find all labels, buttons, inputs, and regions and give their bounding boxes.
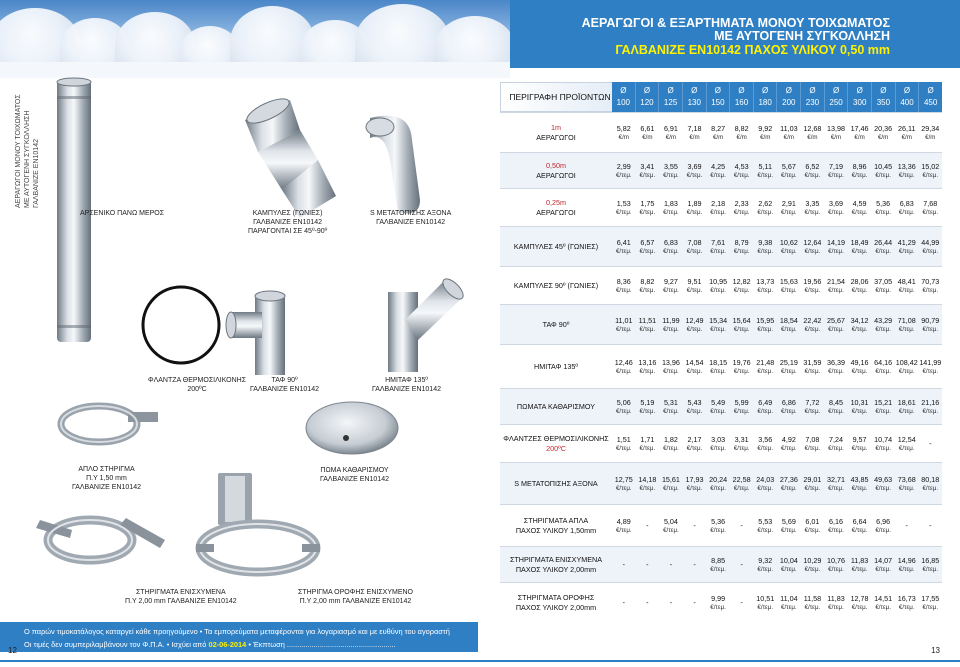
price-cell: 3,31 €/τεμ. [733,434,750,452]
price-cell: 3,55 €/τεμ. [663,161,679,179]
price-cell: 3,41 €/τεμ. [639,161,656,179]
table-row [500,152,942,188]
price-cell: 10,76 €/τεμ. [826,555,845,573]
price-cell: 9,92 €/m [758,123,773,141]
price-cell: - [622,598,625,607]
price-cell: 14,51 €/τεμ. [874,593,893,611]
price-cell: 108,42 €/τεμ. [895,357,918,375]
price-cell: 24,03 €/τεμ. [756,474,775,492]
price-cell: - [740,521,743,530]
price-cell: 10,31 €/τεμ. [850,397,869,415]
table-row [500,112,942,152]
price-cell: 5,99 €/τεμ. [733,397,750,415]
price-cell: 18,54 €/τεμ. [779,315,798,333]
price-cell: 8,96 €/τεμ. [851,161,868,179]
price-cell: 11,83 €/τεμ. [827,593,845,611]
price-cell: 9,32 €/τεμ. [757,555,774,573]
row-label: 1m ΑΕΡΑΓΩΓΟΙ [536,122,576,142]
footer-line-1: Ο παρών τιμοκατάλογος καταργεί κάθε προηγούμενο • Τα εμπορεύματα μεταφέρονται για λογαριασμό και με ευθύνη του αγοραστή [24,627,450,636]
price-cell: 7,72 €/τεμ. [804,397,821,415]
page-number-left: 12 [8,646,17,655]
price-cell: 32,71 €/τεμ. [826,474,845,492]
price-cell: 28,06 €/τεμ. [850,276,869,294]
price-cell: 10,45 €/τεμ. [874,161,893,179]
price-cell: 18,61 €/τεμ. [897,397,916,415]
table-row [500,188,942,226]
cleaning-cap-image [306,402,398,454]
price-cell: 10,62 €/τεμ. [779,237,798,255]
price-cell: 6,83 €/τεμ. [898,198,915,216]
diameter-col-130: Ø 130 [683,82,707,112]
price-cell: 10,74 €/τεμ. [874,434,893,452]
price-cell: 1,89 €/τεμ. [686,198,703,216]
price-cell: - [669,560,673,569]
price-cell: 1,83 €/τεμ. [663,198,679,216]
price-cell: 37,05 €/τεμ. [874,276,893,294]
price-cell: 11,04 €/τεμ. [780,593,798,611]
price-cell: 19,56 €/τεμ. [803,276,822,294]
row-label: ΣΤΗΡΙΓΜΑΤΑ ΕΝΙΣΧΥΜΕΝΑ ΠΑΧΟΣ ΥΛΙΚΟΥ 2,00mm [509,554,603,574]
price-cell: 10,29 €/τεμ. [803,555,822,573]
tee-90-image [226,291,285,375]
price-cell: 5,31 €/τεμ. [663,397,679,415]
price-cell: 29,01 €/τεμ. [803,474,822,492]
price-cell: - [646,598,649,607]
price-cell: 31,59 €/τεμ. [803,357,822,375]
table-row [500,226,942,266]
price-cell: 6,01 €/τεμ. [804,516,821,534]
price-cell: 12,75 €/τεμ. [614,474,633,492]
price-cell: 6,52 €/τεμ. [804,161,821,179]
price-cell: - [929,521,932,530]
price-cell: 11,58 €/τεμ. [803,593,822,611]
price-cell: 14,07 €/τεμ. [874,555,893,573]
price-cell: 9,57 €/τεμ. [851,434,868,452]
price-cell: 4,92 €/τεμ. [781,434,797,452]
diameter-col-250: Ø 250 [825,82,849,112]
price-cell: 15,34 €/τεμ. [709,315,728,333]
price-cell: 2,17 €/τεμ. [686,434,703,452]
price-cell: 5,67 €/τεμ. [781,161,797,179]
row-label: 0,50m ΑΕΡΑΓΩΓΟΙ [536,160,576,180]
price-cell: 2,99 €/τεμ. [615,161,632,179]
price-cell: 15,02 €/τεμ. [921,161,940,179]
price-cell: 3,35 €/τεμ. [804,198,821,216]
price-cell: 43,29 €/τεμ. [874,315,893,333]
diameter-col-300: Ø 300 [848,82,872,112]
price-cell: - [669,598,673,607]
row-label: ΣΤΗΡΙΓΜΑΤΑ ΑΠΛΑ ΠΑΧΟΣ ΥΛΙΚΟΥ 1,50mm [515,515,597,535]
price-cell: 22,58 €/τεμ. [732,474,751,492]
caption-flantza: ΦΛΑΝΤΖΑ ΘΕΡΜΟΣΙΛΙΚΟΝΗΣ 200ºC [148,377,247,393]
caption-hmitaf: ΗΜΙΤΑΦ 135º ΓΑΛΒΑΝΙΖΕ EN10142 [372,377,441,393]
price-cell: 12,82 €/τεμ. [732,276,751,294]
diameter-col-400: Ø 400 [896,82,920,112]
price-cell: 73,68 €/τεμ. [897,474,916,492]
price-cell: 16,73 €/τεμ. [897,593,916,611]
price-cell: 90,79 €/τεμ. [921,315,940,333]
price-cell: 6,57 €/τεμ. [639,237,656,255]
row-label: ΚΑΜΠΥΛΕΣ 90º (ΓΩΝΙΕΣ) [513,280,599,290]
price-cell: 20,36 €/m [874,123,893,141]
price-cell: 25,19 €/τεμ. [779,357,798,375]
price-cell: 14,19 €/τεμ. [826,237,845,255]
price-cell: 18,15 €/τεμ. [709,357,728,375]
price-cell: 2,62 €/τεμ. [757,198,774,216]
price-cell: 64,16 €/τεμ. [874,357,893,375]
price-cell: 2,91 €/τεμ. [781,198,797,216]
price-cell: 4,59 €/τεμ. [851,198,868,216]
diameter-col-350: Ø 350 [872,82,896,112]
price-cell: 5,11 €/τεμ. [757,161,774,179]
price-cell: 5,06 €/τεμ. [615,397,632,415]
simple-bracket-image [61,406,158,442]
price-cell: 6,41 €/τεμ. [615,237,632,255]
price-cell: 17,93 €/τεμ. [685,474,704,492]
diameter-col-180: Ø 180 [754,82,778,112]
table-row [500,266,942,304]
price-cell: - [693,598,696,607]
footer-line-2: Οι τιμές δεν συμπεριλαμβάνουν τον Φ.Π.Α. • Ισχύει από 02-06-2014 • Έκπτωση ..................................................... [24,640,396,649]
title-line-3: ΓΑΛΒΑΝΙΖΕ EN10142 ΠΑΧΟΣ ΥΛΙΚΟΥ 0,50 mm [615,43,890,57]
row-label: ΚΑΜΠΥΛΕΣ 45º (ΓΩΝΙΕΣ) [513,241,599,251]
validity-date: 02-06-2014 [208,640,247,649]
title-line-1: ΑΕΡΑΓΩΓΟΙ & ΕΞΑΡΤΗΜΑΤΑ ΜΟΝΟΥ ΤΟΙΧΩΜΑΤΟΣ [581,16,890,30]
diameter-col-100: Ø 100 [612,82,636,112]
price-cell: 5,82 €/m [616,123,631,141]
row-label: ΦΛΑΝΤΖΕΣ ΘΕΡΜΟΣΙΛΙΚΟΝΗΣ 200ºC [503,433,609,453]
price-cell: 16,85 €/τεμ. [921,555,940,573]
price-cell: 27,36 €/τεμ. [779,474,798,492]
caption-arseniko: ΑΡΣΕΝΙΚΟ ΠΑΝΩ ΜΕΡΟΣ [80,210,165,217]
price-cell: 141,99 €/τεμ. [919,357,942,375]
side-vertical-label: ΑΕΡΑΓΩΓΟΙ ΜΟΝΟΥ ΤΟΙΧΩΜΑΤΟΣ ΜΕ ΑΥΤΟΓΕΝΗ ΣΥΓΚΟΛΛΗΣΗ ΓΑΛΒΑΝΙΖΕ EN10142 [15,94,40,208]
price-cell: 13,98 €/m [826,123,845,141]
price-cell: 9,38 €/τεμ. [757,237,774,255]
price-cell: 4,89 €/τεμ. [615,516,632,534]
price-cell: 7,24 €/τεμ. [828,434,844,452]
price-cell: 12,46 €/τεμ. [614,357,633,375]
caption-taf: ΤΑΦ 90º ΓΑΛΒΑΝΙΖΕ EN10142 [250,377,319,393]
price-cell: 5,43 €/τεμ. [686,397,703,415]
diameter-col-150: Ø 150 [707,82,731,112]
price-cell: 26,44 €/τεμ. [874,237,893,255]
price-cell: 4,25 €/τεμ. [710,161,726,179]
row-label: ΤΑΦ 90º [542,319,570,329]
price-cell: 13,16 €/τεμ. [638,357,657,375]
price-cell: 5,53 €/τεμ. [757,516,774,534]
price-cell: 80,18 €/τεμ. [921,474,940,492]
price-cell: 5,36 €/τεμ. [875,198,891,216]
price-cell: 10,51 €/τεμ. [756,593,775,611]
price-cell: 17,46 €/m [850,123,869,141]
diameter-col-230: Ø 230 [801,82,825,112]
price-cell: 10,04 €/τεμ. [779,555,798,573]
price-cell: 1,53 €/τεμ. [615,198,632,216]
price-cell: 29,34 €/m [921,123,940,141]
price-cell: 36,39 €/τεμ. [826,357,845,375]
gasket-ring-image [143,287,219,363]
price-cell: 6,64 €/τεμ. [851,516,868,534]
price-cell: 15,63 €/τεμ. [779,276,798,294]
price-cell: 8,82 €/τεμ. [639,276,656,294]
price-cell: 11,83 €/τεμ. [850,555,869,573]
price-cell: 5,49 €/τεμ. [710,397,726,415]
price-cell: 21,48 €/τεμ. [756,357,775,375]
price-cell: 11,03 €/m [780,123,798,141]
price-cell: 12,54 €/τεμ. [897,434,916,452]
price-cell: 14,54 €/τεμ. [685,357,704,375]
caption-orofis: ΣΤΗΡΙΓΜΑ ΟΡΟΦΗΣ ΕΝΙΣΧΥΜΕΝΟ Π.Υ 2,00 mm ΓΑΛΒΑΝΙΖΕ EN10142 [298,589,413,605]
price-cell: 5,69 €/τεμ. [781,516,797,534]
row-label: 0,25m ΑΕΡΑΓΩΓΟΙ [536,197,576,217]
row-label: ΣΤΗΡΙΓΜΑΤΑ ΟΡΟΦΗΣ ΠΑΧΟΣ ΥΛΙΚΟΥ 2,00mm [515,592,597,612]
price-cell: 8,45 €/τεμ. [828,397,844,415]
title-line-2: ΜΕ ΑΥΤΟΓΕΝΗ ΣΥΓΚΟΛΛΗΣΗ [714,29,890,43]
price-cell: 1,82 €/τεμ. [663,434,679,452]
price-cell: - [693,521,696,530]
price-cell: 9,51 €/τεμ. [686,276,703,294]
caption-pwma: ΠΩΜΑ ΚΑΘΑΡΙΣΜΟΥ ΓΑΛΒΑΝΙΖΕ EN10142 [320,467,389,483]
price-cell: 9,27 €/τεμ. [663,276,679,294]
table-row [500,462,942,504]
price-cell: 13,73 €/τεμ. [756,276,775,294]
price-cell: 7,08 €/τεμ. [686,237,703,255]
price-cell: 10,95 €/τεμ. [709,276,728,294]
price-cell: 7,18 €/m [687,123,702,141]
price-cell: 6,61 €/m [640,123,655,141]
bottom-divider [0,660,960,662]
price-cell: 6,83 €/τεμ. [663,237,679,255]
price-cell: 20,24 €/τεμ. [709,474,728,492]
price-cell: 8,85 €/τεμ. [710,555,726,573]
page-number-right: 13 [931,646,940,655]
price-cell: 14,96 €/τεμ. [897,555,916,573]
price-cell: 22,42 €/τεμ. [803,315,822,333]
table-row [500,304,942,344]
price-cell: 25,67 €/τεμ. [826,315,845,333]
price-cell: 3,69 €/τεμ. [828,198,844,216]
price-cell: - [646,521,649,530]
price-cell: 12,68 €/m [803,123,822,141]
diameter-col-450: Ø 450 [923,86,938,107]
price-cell: 1,75 €/τεμ. [639,198,656,216]
price-cell: 2,33 €/τεμ. [733,198,750,216]
table-row [500,344,942,388]
price-cell: 2,18 €/τεμ. [710,198,726,216]
price-cell: - [622,560,625,569]
price-cell: 5,19 €/τεμ. [639,397,656,415]
price-cell: - [929,439,932,448]
price-cell: 70,73 €/τεμ. [921,276,940,294]
price-cell: 7,61 €/τεμ. [710,237,726,255]
price-cell: 8,79 €/τεμ. [733,237,750,255]
price-cell: 3,56 €/τεμ. [757,434,774,452]
price-cell: 18,49 €/τεμ. [850,237,869,255]
price-cell: 5,36 €/τεμ. [710,516,726,534]
price-cell: - [740,560,743,569]
price-cell: 8,36 €/τεμ. [615,276,632,294]
price-cell: 12,64 €/τεμ. [803,237,822,255]
reinforced-bracket-image [36,518,165,560]
table-row [500,546,942,582]
price-cell: 7,19 €/τεμ. [828,161,844,179]
price-cell: 7,08 €/τεμ. [804,434,821,452]
price-cell: 15,64 €/τεμ. [732,315,751,333]
price-cell: 11,01 €/τεμ. [615,315,633,333]
table-row [500,424,942,462]
table-row [500,504,942,546]
diameter-col-120: Ø 120 [636,82,660,112]
price-cell: 49,16 €/τεμ. [850,357,869,375]
price-cell: 15,95 €/τεμ. [756,315,775,333]
diameter-col-200: Ø 200 [777,82,801,112]
row-label: ΠΩΜΑΤΑ ΚΑΘΑΡΙΣΜΟΥ [516,401,596,411]
title-banner [510,0,960,68]
price-cell: 19,76 €/τεμ. [732,357,751,375]
row-label: S ΜΕΤΑΤΟΠΙΣΗΣ ΑΞΟΝΑ [514,478,598,488]
price-cell: 13,96 €/τεμ. [661,357,680,375]
price-cell: 6,96 €/τεμ. [875,516,891,534]
price-cell: 6,16 €/τεμ. [828,516,844,534]
price-cell: 6,49 €/τεμ. [757,397,774,415]
price-cell: 21,54 €/τεμ. [826,276,845,294]
caption-kampyles: ΚΑΜΠΥΛΕΣ (ΓΩΝΙΕΣ) ΓΑΛΒΑΝΙΖΕ EN10142 ΠΑΡΑΓΟΝΤΑΙ ΣΕ 45º-90º [248,210,328,235]
diameter-header-row [612,82,942,112]
price-cell: 41,29 €/τεμ. [897,237,916,255]
price-cell: 3,69 €/τεμ. [686,161,703,179]
price-cell: 13,36 €/τεμ. [897,161,916,179]
price-cell: - [646,560,649,569]
price-cell: - [693,560,696,569]
price-cell: - [905,521,908,530]
price-cell: 1,71 €/τεμ. [639,434,656,452]
caption-aplo: ΑΠΛΟ ΣΤΗΡΙΓΜΑ Π.Υ 1,50 mm ΓΑΛΒΑΝΙΖΕ EN10142 [72,466,141,491]
footer-notice [0,622,478,652]
price-cell: 1,51 €/τεμ. [615,434,632,452]
price-cell: 4,53 €/τεμ. [733,161,750,179]
price-cell: - [740,598,743,607]
table-row [500,388,942,424]
price-cell: 6,91 €/m [663,123,678,141]
ceiling-bracket-image [196,473,320,572]
price-cell: 12,78 €/τεμ. [850,593,869,611]
diameter-col-160: Ø 160 [730,82,754,112]
price-cell: 15,61 €/τεμ. [661,474,680,492]
tee-135-image [388,276,466,372]
price-cell: 14,18 €/τεμ. [638,474,657,492]
price-cell: 8,82 €/m [734,123,749,141]
price-cell: 12,49 €/τεμ. [685,315,704,333]
price-cell: 9,99 €/τεμ. [710,593,726,611]
price-cell: 71,08 €/τεμ. [897,315,916,333]
caption-s-metatopisis: S ΜΕΤΑΤΟΠΙΣΗΣ ΑΞΟΝΑ ΓΑΛΒΑΝΙΖΕ EN10142 [370,210,452,226]
s-offset-image [366,116,420,214]
price-cell: 11,99 €/τεμ. [662,315,680,333]
price-cell: 11,51 €/τεμ. [638,315,657,333]
price-cell: 26,11 €/m [898,123,916,141]
caption-enisxymena: ΣΤΗΡΙΓΜΑΤΑ ΕΝΙΣΧΥΜΕΝΑ Π.Υ 2,00 mm ΓΑΛΒΑΝΙΖΕ EN10142 [125,589,237,605]
price-cell: 34,12 €/τεμ. [850,315,869,333]
price-cell: 48,41 €/τεμ. [897,276,916,294]
price-cell: 21,16 €/τεμ. [921,397,940,415]
price-cell: 5,04 €/τεμ. [663,516,679,534]
price-cell: 17,55 €/τεμ. [921,593,940,611]
price-cell: 49,63 €/τεμ. [874,474,893,492]
price-cell: 15,21 €/τεμ. [874,397,893,415]
price-cell: 6,86 €/τεμ. [781,397,797,415]
price-cell: 3,03 €/τεμ. [710,434,726,452]
table-row [500,582,942,622]
product-illustrations [0,0,500,620]
diameter-col-125: Ø 125 [659,82,683,112]
price-cell: 43,85 €/τεμ. [850,474,869,492]
elbow-image [244,94,336,218]
price-cell: 44,99 €/τεμ. [921,237,940,255]
price-cell: 7,68 €/τεμ. [922,198,939,216]
row-label: ΗΜΙΤΑΦ 135º [534,361,578,371]
description-header: ΠΕΡΙΓΡΑΦΗ ΠΡΟΪΟΝΤΩΝ [500,82,620,112]
price-cell: 8,27 €/m [711,123,726,141]
